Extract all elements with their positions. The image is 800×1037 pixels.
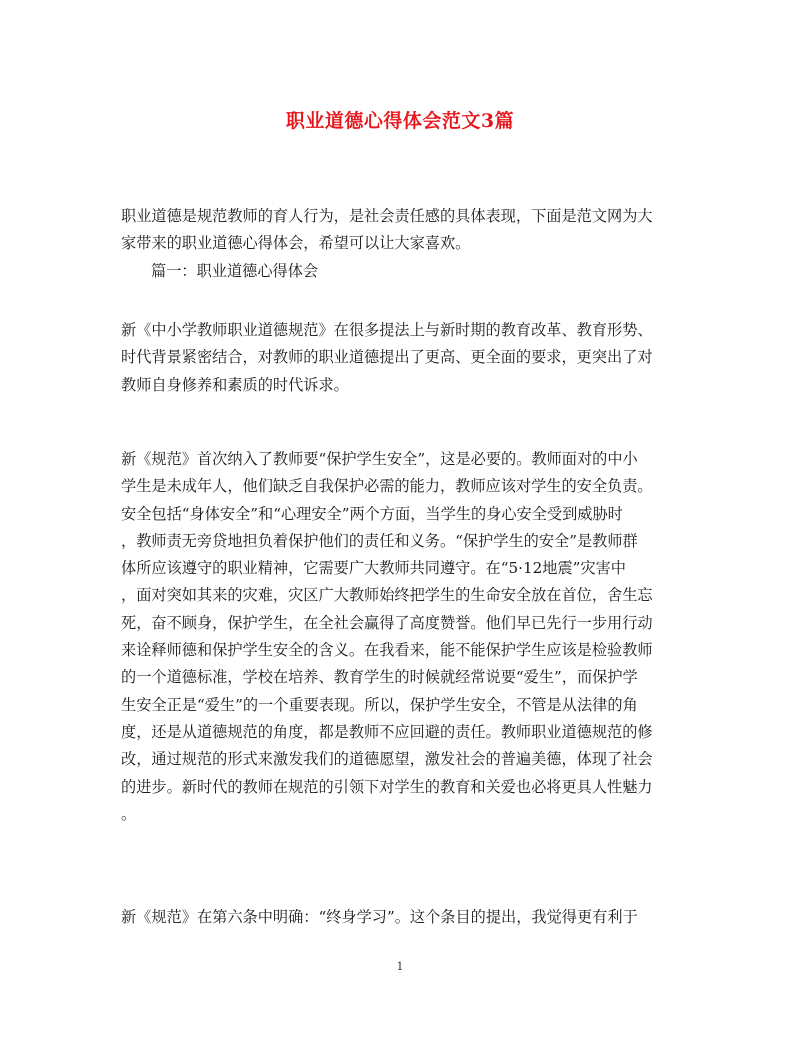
paragraph-line: 新《规范》在第六条中明确：“终身学习”。这个条目的提出，我觉得更有利于	[121, 908, 638, 926]
paragraph-line: 新《规范》首次纳入了教师要“保护学生安全”，这是必要的。教师面对的中小	[121, 450, 638, 468]
paragraph-line: 体所应该遵守的职业精神，它需要广大教师共同遵守。在“5·12地震”灾害中	[121, 559, 626, 578]
paragraph-line: 死，奋不顾身，保护学生，在全社会赢得了高度赞誉。他们早已先行一步用行动	[121, 613, 653, 632]
paragraph-3	[121, 904, 681, 931]
paragraph-line: 新《中小学教师职业道德规范》在很多提法上与新时期的教育改革、教育形势、	[121, 321, 653, 339]
paragraph-line: 改，通过规范的形式来激发我们的道德愿望，激发社会的普遍美德，体现了社会	[121, 750, 653, 769]
paragraph-line: 的进步。新时代的教师在规范的引领下对学生的教育和关爱也必将更具人性魅力	[121, 777, 653, 796]
intro-paragraph	[121, 203, 681, 285]
paragraph-1	[121, 317, 681, 399]
intro-line: 家带来的职业道德心得体会，希望可以让大家喜欢。	[121, 234, 471, 253]
paragraph-line: ，面对突如其来的灾难，灾区广大教师始终把学生的生命安全放在首位，舍生忘	[121, 586, 653, 605]
paragraph-2	[121, 446, 681, 828]
paragraph-line: 度，还是从道德规范的角度，都是教师不应回避的责任。教师职业道德规范的修	[121, 722, 653, 741]
document-title: 职业道德心得体会范文3篇	[285, 110, 515, 132]
paragraph-line: 时代背景紧密结合，对教师的职业道德提出了更高、更全面的要求，更突出了对	[121, 348, 653, 367]
paragraph-line: 安全包括“身体安全”和“心理安全”两个方面，当学生的身心安全受到威胁时	[121, 504, 623, 523]
page-number: 1	[396, 960, 404, 973]
paragraph-line: ，教师责无旁贷地担负着保护他们的责任和义务。“保护学生的安全”是教师群	[121, 531, 638, 550]
paragraph-line: 。	[121, 804, 137, 823]
paragraph-line: 的一个道德标准，学校在培养、教育学生的时候就经常说要“爱生”，而保护学	[121, 668, 638, 687]
paragraph-line: 生安全正是“爱生”的一个重要表现。所以，保护学生安全，不管是从法律的角	[121, 695, 638, 714]
paragraph-line: 学生是未成年人，他们缺乏自我保护必需的能力，教师应该对学生的安全负责。	[121, 477, 653, 496]
paragraph-line: 教师自身修养和素质的时代诉求。	[121, 375, 349, 394]
section-heading: 篇一：职业道德心得体会	[151, 261, 319, 280]
intro-line: 职业道德是规范教师的育人行为，是社会责任感的具体表现，下面是范文网为大	[121, 207, 653, 225]
paragraph-line: 来诠释师德和保护学生安全的含义。在我看来，能不能保护学生应该是检验教师	[121, 641, 653, 660]
